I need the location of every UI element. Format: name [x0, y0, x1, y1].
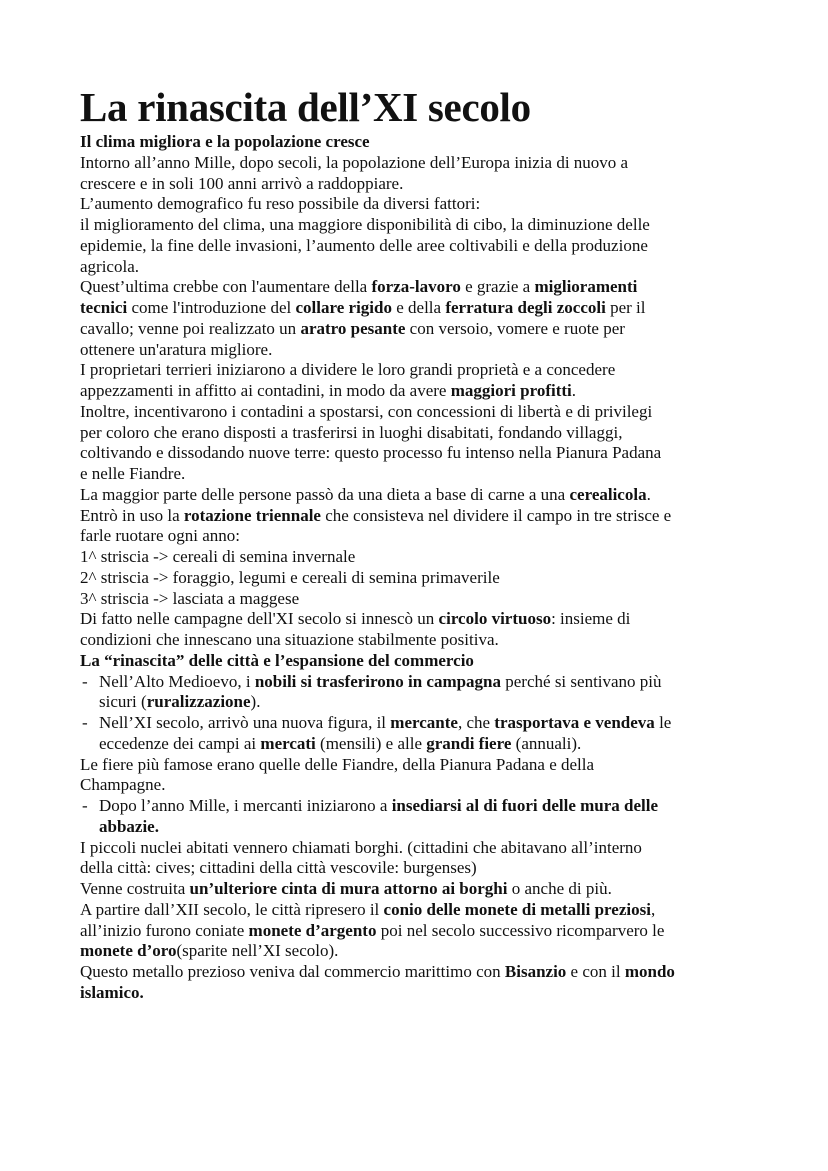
text: sicuri ( [99, 692, 147, 712]
bold-text: nobili si trasferirono in campagna [254, 671, 502, 691]
text-line [99, 796, 770, 817]
text-line [80, 381, 770, 402]
text: Venne costruita [80, 879, 190, 898]
text: 3^ striscia -> lasciata a maggese [80, 588, 300, 608]
text: all’inizio furono coniate [80, 920, 249, 940]
paragraph [80, 153, 770, 195]
text: e con il [566, 962, 625, 981]
bold-text: islamico. [80, 982, 144, 1002]
bullet-dash: - [82, 713, 88, 732]
text: per coloro che erano disposti a trasferirsi in luoghi disabitati, fondando villaggi, [80, 422, 623, 442]
bullet-dash: - [82, 671, 88, 691]
text-line [99, 817, 770, 838]
text: 1^ striscia -> cereali di semina invernale [80, 547, 356, 566]
page-title: La rinascita dell’XI secolo [80, 84, 531, 130]
text: perché si sentivano più [501, 671, 662, 691]
text-line [80, 153, 770, 174]
section-heading [80, 651, 770, 672]
text-line [80, 941, 770, 962]
text-line [80, 132, 770, 153]
paragraph [80, 506, 770, 610]
text: (sparite nell’XI secolo). [176, 941, 339, 961]
text-line [80, 319, 770, 340]
paragraph [80, 879, 770, 900]
text: come l'introduzione del [127, 298, 296, 317]
bold-text: insediarsi al di fuori delle mura delle [391, 796, 659, 815]
text-line [80, 360, 770, 381]
text-line [80, 257, 770, 278]
text: Di fatto nelle campagne dell'XI secolo si innescò un [80, 609, 439, 629]
paragraph [80, 838, 770, 880]
text: Intorno all’anno Mille, dopo secoli, la popolazione dell’Europa inizia di nuovo a [80, 152, 629, 172]
bold-text: La “rinascita” delle città e l’espansione del commercio [80, 650, 474, 670]
paragraph [80, 402, 770, 485]
text-line [80, 775, 770, 796]
text-line [80, 402, 770, 423]
text-line [99, 672, 770, 693]
text: il miglioramento del clima, una maggiore disponibilità di cibo, la diminuzione delle [80, 215, 650, 234]
text: 2^ striscia -> foraggio, legumi e cereali di semina primaverile [80, 567, 500, 587]
text-line [99, 713, 770, 734]
text-line [80, 589, 770, 610]
text: ). [250, 692, 261, 712]
bullet-item [80, 672, 770, 714]
bullet-dash: - [82, 796, 88, 815]
text: (mensili) e alle [315, 733, 427, 753]
text-line [80, 900, 770, 921]
text-line [80, 485, 770, 506]
text-line [80, 174, 770, 195]
text: La maggior parte delle persone passò da una dieta a base di carne a una [80, 484, 570, 504]
text: crescere e in soli 100 anni arrivò a raddoppiare. [80, 173, 404, 193]
text-line [80, 236, 770, 257]
bold-text: abbazie. [99, 816, 159, 836]
bullet-item [80, 796, 770, 838]
text-line [80, 340, 770, 361]
paragraph [80, 277, 770, 360]
bold-text: tecnici [80, 298, 128, 317]
text: Quest’ultima crebbe con l'aumentare della [80, 277, 372, 297]
text-line [80, 443, 770, 464]
paragraph [80, 485, 770, 506]
text-line [80, 630, 770, 651]
bold-text: trasportava e vendeva [494, 713, 655, 732]
bold-text: Bisanzio [504, 962, 567, 981]
text: Le fiere più famose erano quelle delle Fiandre, della Pianura Padana e della [80, 754, 595, 774]
bold-text: collare rigido [295, 298, 392, 317]
text-line [80, 277, 770, 298]
text: epidemie, la fine delle invasioni, l’aumento delle aree coltivabili e della produzione [80, 235, 648, 255]
text: : insieme di [551, 609, 631, 629]
bullet-item [80, 713, 770, 755]
bold-text: mondo [624, 962, 675, 981]
text-line [80, 921, 770, 942]
paragraph [80, 194, 770, 277]
text: , [650, 899, 656, 919]
text: , che [457, 713, 495, 732]
text: . [571, 381, 576, 400]
text: Entrò in uso la [80, 505, 184, 525]
text-line [80, 547, 770, 568]
text: Inoltre, incentivarono i contadini a spostarsi, con concessioni di libertà e di privilegi [80, 401, 653, 421]
text: poi nel secolo successivo ricomparvero le [376, 920, 665, 940]
paragraph [80, 609, 770, 651]
bold-text: rotazione triennale [183, 505, 321, 525]
bold-text: aratro pesante [300, 318, 406, 338]
text: della città: cives; cittadini della città vescovile: burgenses) [80, 858, 477, 878]
bold-text: mercati [260, 733, 316, 753]
text-line [80, 215, 770, 236]
text: cavallo; venne poi realizzato un [80, 318, 301, 338]
text-line [99, 734, 770, 755]
text-line [80, 983, 770, 1004]
bold-text: miglioramenti [534, 277, 638, 297]
text-line [80, 858, 770, 879]
text-line [80, 568, 770, 589]
text-line [80, 879, 770, 900]
text: Dopo l’anno Mille, i mercanti iniziarono a [99, 796, 392, 815]
text: e nelle Fiandre. [80, 464, 186, 483]
text-line [80, 423, 770, 444]
bold-text: grandi fiere [426, 733, 512, 753]
text: coltivando e dissodando nuove terre: questo processo fu intenso nella Pianura Padana [80, 443, 662, 463]
text: Questo metallo prezioso veniva dal commercio marittimo con [80, 962, 505, 981]
text-line [99, 692, 770, 713]
text-line [80, 298, 770, 319]
text: Nell’XI secolo, arrivò una nuova figura, il [99, 713, 391, 732]
bold-text: Il clima migliora e la popolazione cresce [80, 132, 370, 151]
text-line [80, 962, 770, 983]
section-heading [80, 132, 770, 153]
text-line [80, 838, 770, 859]
text: I piccoli nuclei abitati vennero chiamati borghi. (cittadini che abitavano all’interno [80, 837, 642, 857]
text-line [80, 194, 770, 215]
text: agricola. [80, 256, 139, 276]
text: ottenere un'aratura migliore. [80, 339, 273, 359]
text: farle ruotare ogni anno: [80, 526, 241, 546]
paragraph [80, 962, 770, 1004]
text: per il [605, 298, 646, 317]
bold-text: conio delle monete di metalli preziosi [383, 899, 651, 919]
text-line [80, 506, 770, 527]
bold-text: ferratura degli zoccoli [445, 298, 606, 317]
document-body [80, 132, 770, 1004]
text-line [80, 609, 770, 630]
text: Champagne. [80, 775, 166, 795]
text: L’aumento demografico fu reso possibile da diversi fattori: [80, 194, 481, 214]
text: condizioni che innescano una situazione stabilmente positiva. [80, 630, 499, 649]
text-line [80, 651, 770, 672]
text: le [654, 713, 672, 732]
text: o anche di più. [507, 879, 612, 898]
paragraph [80, 900, 770, 962]
bold-text: un’ulteriore cinta di mura attorno ai borghi [189, 879, 508, 898]
bold-text: monete d’argento [248, 920, 377, 940]
paragraph [80, 360, 770, 402]
text-line [80, 755, 770, 776]
text: A partire dall’XII secolo, le città ripresero il [80, 899, 384, 919]
bold-text: forza-lavoro [371, 277, 461, 297]
text: eccedenze dei campi ai [99, 733, 261, 753]
bold-text: mercante [390, 713, 458, 732]
bold-text: ruralizzazione [146, 692, 251, 712]
text-line [80, 464, 770, 485]
text: con versoio, vomere e ruote per [405, 318, 625, 338]
text: appezzamenti in affitto ai contadini, in modo da avere [80, 381, 451, 400]
document-page [80, 84, 770, 1004]
text: che consisteva nel dividere il campo in tre strisce e [320, 505, 672, 525]
text-line [80, 526, 770, 547]
text: (annuali). [511, 733, 582, 753]
paragraph [80, 755, 770, 797]
bold-text: monete d’oro [80, 941, 177, 961]
text: Nell’Alto Medioevo, i [99, 671, 255, 691]
text: I proprietari terrieri iniziarono a dividere le loro grandi proprietà e a concedere [80, 360, 616, 380]
bold-text: circolo virtuoso [438, 609, 552, 629]
bold-text: cerealicola [569, 484, 647, 504]
text: . [646, 484, 651, 504]
text: e grazie a [460, 277, 535, 297]
bold-text: maggiori profitti [450, 381, 572, 400]
text: e della [391, 298, 446, 317]
